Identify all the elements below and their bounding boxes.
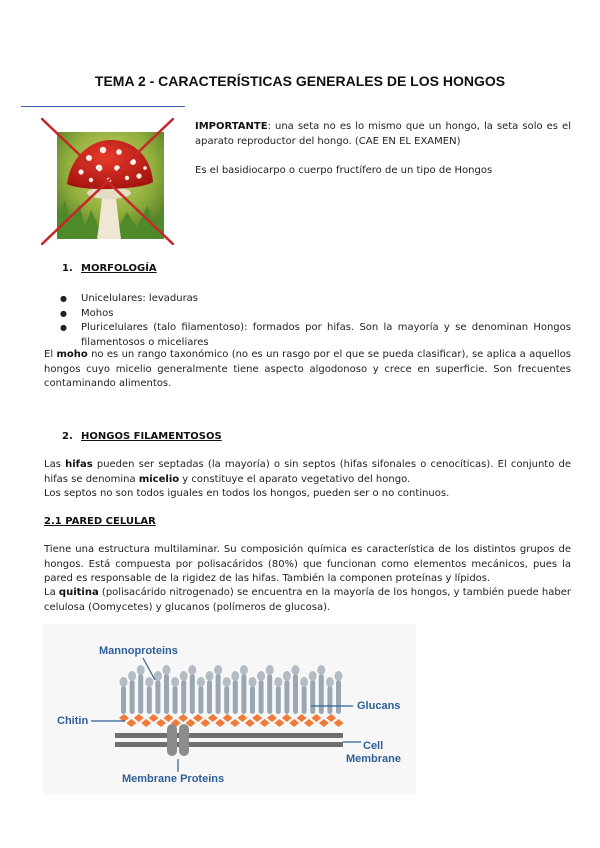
important-note [195,120,571,149]
mannoprotein-head [240,665,248,675]
mannoprotein-head [120,677,128,687]
mannoprotein-head [145,677,153,687]
glucan-strand [259,680,264,714]
glucan-strand [267,674,272,714]
basidiocarp-note: Es el basidiocarpo o cuerpo fructífero de un tipo de Hongos [195,165,493,176]
section-1-heading [62,263,157,274]
mannoprotein-head [197,677,205,687]
membrane-band [115,742,343,747]
glucan-strand [224,686,229,714]
mannoprotein-head [188,665,196,675]
cell-label: Cell [363,740,384,752]
bullet-icon: ● [60,323,67,332]
glucan-strand [216,674,221,714]
hifas-paragraph: Las hifas pueden ser septadas (la mayoría) o sin septos (hifas sifonales o cenocíticas). El conjunto de hifas se denomina micelio y constituye el aparato vegetativo del hongo. [44,459,571,485]
mannoprotein-head [137,665,145,675]
list-item: ● Unicelulares: levaduras [44,292,571,307]
section-1-number: 1. [62,263,73,274]
section-2-heading [62,431,222,442]
mannoprotein-head [300,677,308,687]
mannoprotein-head [223,677,231,687]
mannoprotein-head [335,671,343,681]
glucan-strand [207,680,212,714]
mannoprotein-head [249,677,257,687]
mannoprotein-head [128,671,136,681]
list-item: ● Pluricelulares (talo filamentoso): formados por hifas. Son la mayoría y se denominan Hongos filamentosos o miceliares [44,321,571,350]
bullet-icon: ● [60,294,67,303]
glucan-strand [130,680,135,714]
glucan-strand [173,686,178,714]
septos-paragraph: Los septos no son todos iguales en todos los hongos, pueden ser o no continuos. [44,488,450,499]
list-item: ● Mohos [44,307,571,322]
crossed-mushroom-image [41,118,174,245]
glucan-strand [233,680,238,714]
mannoprotein-head [326,677,334,687]
mannoprotein-head [206,671,214,681]
mannoprotein-head [257,671,265,681]
membrane-proteins-label: Membrane Proteins [122,773,225,785]
mannoprotein-head [163,665,171,675]
glucan-strand [293,674,298,714]
glucan-strand [121,686,126,714]
pared-paragraph: Tiene una estructura multilaminar. Su composición química es característica de los distintos grupos de hongos. Está compuesta por polisacáridos (80%) que funcionan como elementos mecánicos, pues la pared es responsable de la rigidez de las hifas. También la componen proteínas y lípidos. [44,544,571,584]
header-divider [21,106,185,107]
mannoprotein-head [266,665,274,675]
glucan-strand [198,686,203,714]
glucan-strand [147,686,152,714]
glucan-strand [190,674,195,714]
section-2-title: HONGOS FILAMENTOSOS [81,431,222,442]
quitina-paragraph: La quitina (polisacárido nitrogenado) se encuentra en la mayoría de los hongos, y también puede haber celulosa (Oomycetes) y glucanos (polímeros de glucosa). [44,587,571,613]
bullet-icon: ● [60,308,67,318]
moho-paragraph: El moho no es un rango taxonómico (no es un rasgo por el que se pueda clasificar), se aplica a aquellos hongos cuyo micelio generalmente tiene aspecto algodonoso y crece en superficie. Son frecuentes contaminando alimentos. [44,349,571,389]
glucan-strand [250,686,255,714]
glucan-strand [155,680,160,714]
glucan-strand [181,680,186,714]
glucan-strand [164,674,169,714]
cell-wall-diagram [43,624,416,794]
section-2-number: 2. [62,431,73,442]
glucan-strand [302,686,307,714]
glucan-strand [336,680,341,714]
mannoprotein-head [180,671,188,681]
mannoprotein-head [292,665,300,675]
section-2-1-heading: 2.1 PARED CELULAR [44,516,156,527]
important-label: IMPORTANTE [195,121,268,132]
important-text: : una seta no es lo mismo que un hongo, la seta solo es el aparato reproductor del hongo. (CAE EN EL EXAMEN) [195,121,571,147]
glucan-strand [276,686,281,714]
mannoprotein-head [214,665,222,675]
membrane-label: Membrane [346,753,402,765]
mannoprotein-head [231,671,239,681]
chitin-label: Chitin [57,715,89,727]
morphology-list [44,292,571,350]
glucan-strand [319,674,324,714]
glucan-strand [284,680,289,714]
glucan-strand [138,674,143,714]
membrane-protein [167,724,177,756]
membrane-band [115,733,343,738]
mannoprotein-head [274,677,282,687]
membrane-protein [179,724,189,756]
mannoprotein-head [171,677,179,687]
glucan-strand [327,686,332,714]
mannoproteins-label: Mannoproteins [99,645,178,657]
glucans-label: Glucans [357,700,401,712]
glucan-strand [241,674,246,714]
section-1-title: MORFOLOGÍA [81,263,157,274]
page-title: TEMA 2 - CARACTERÍSTICAS GENERALES DE LOS HONGOS [94,73,506,89]
mannoprotein-head [317,665,325,675]
mannoprotein-head [309,671,317,681]
mannoprotein-head [283,671,291,681]
glucan-strand [310,680,315,714]
